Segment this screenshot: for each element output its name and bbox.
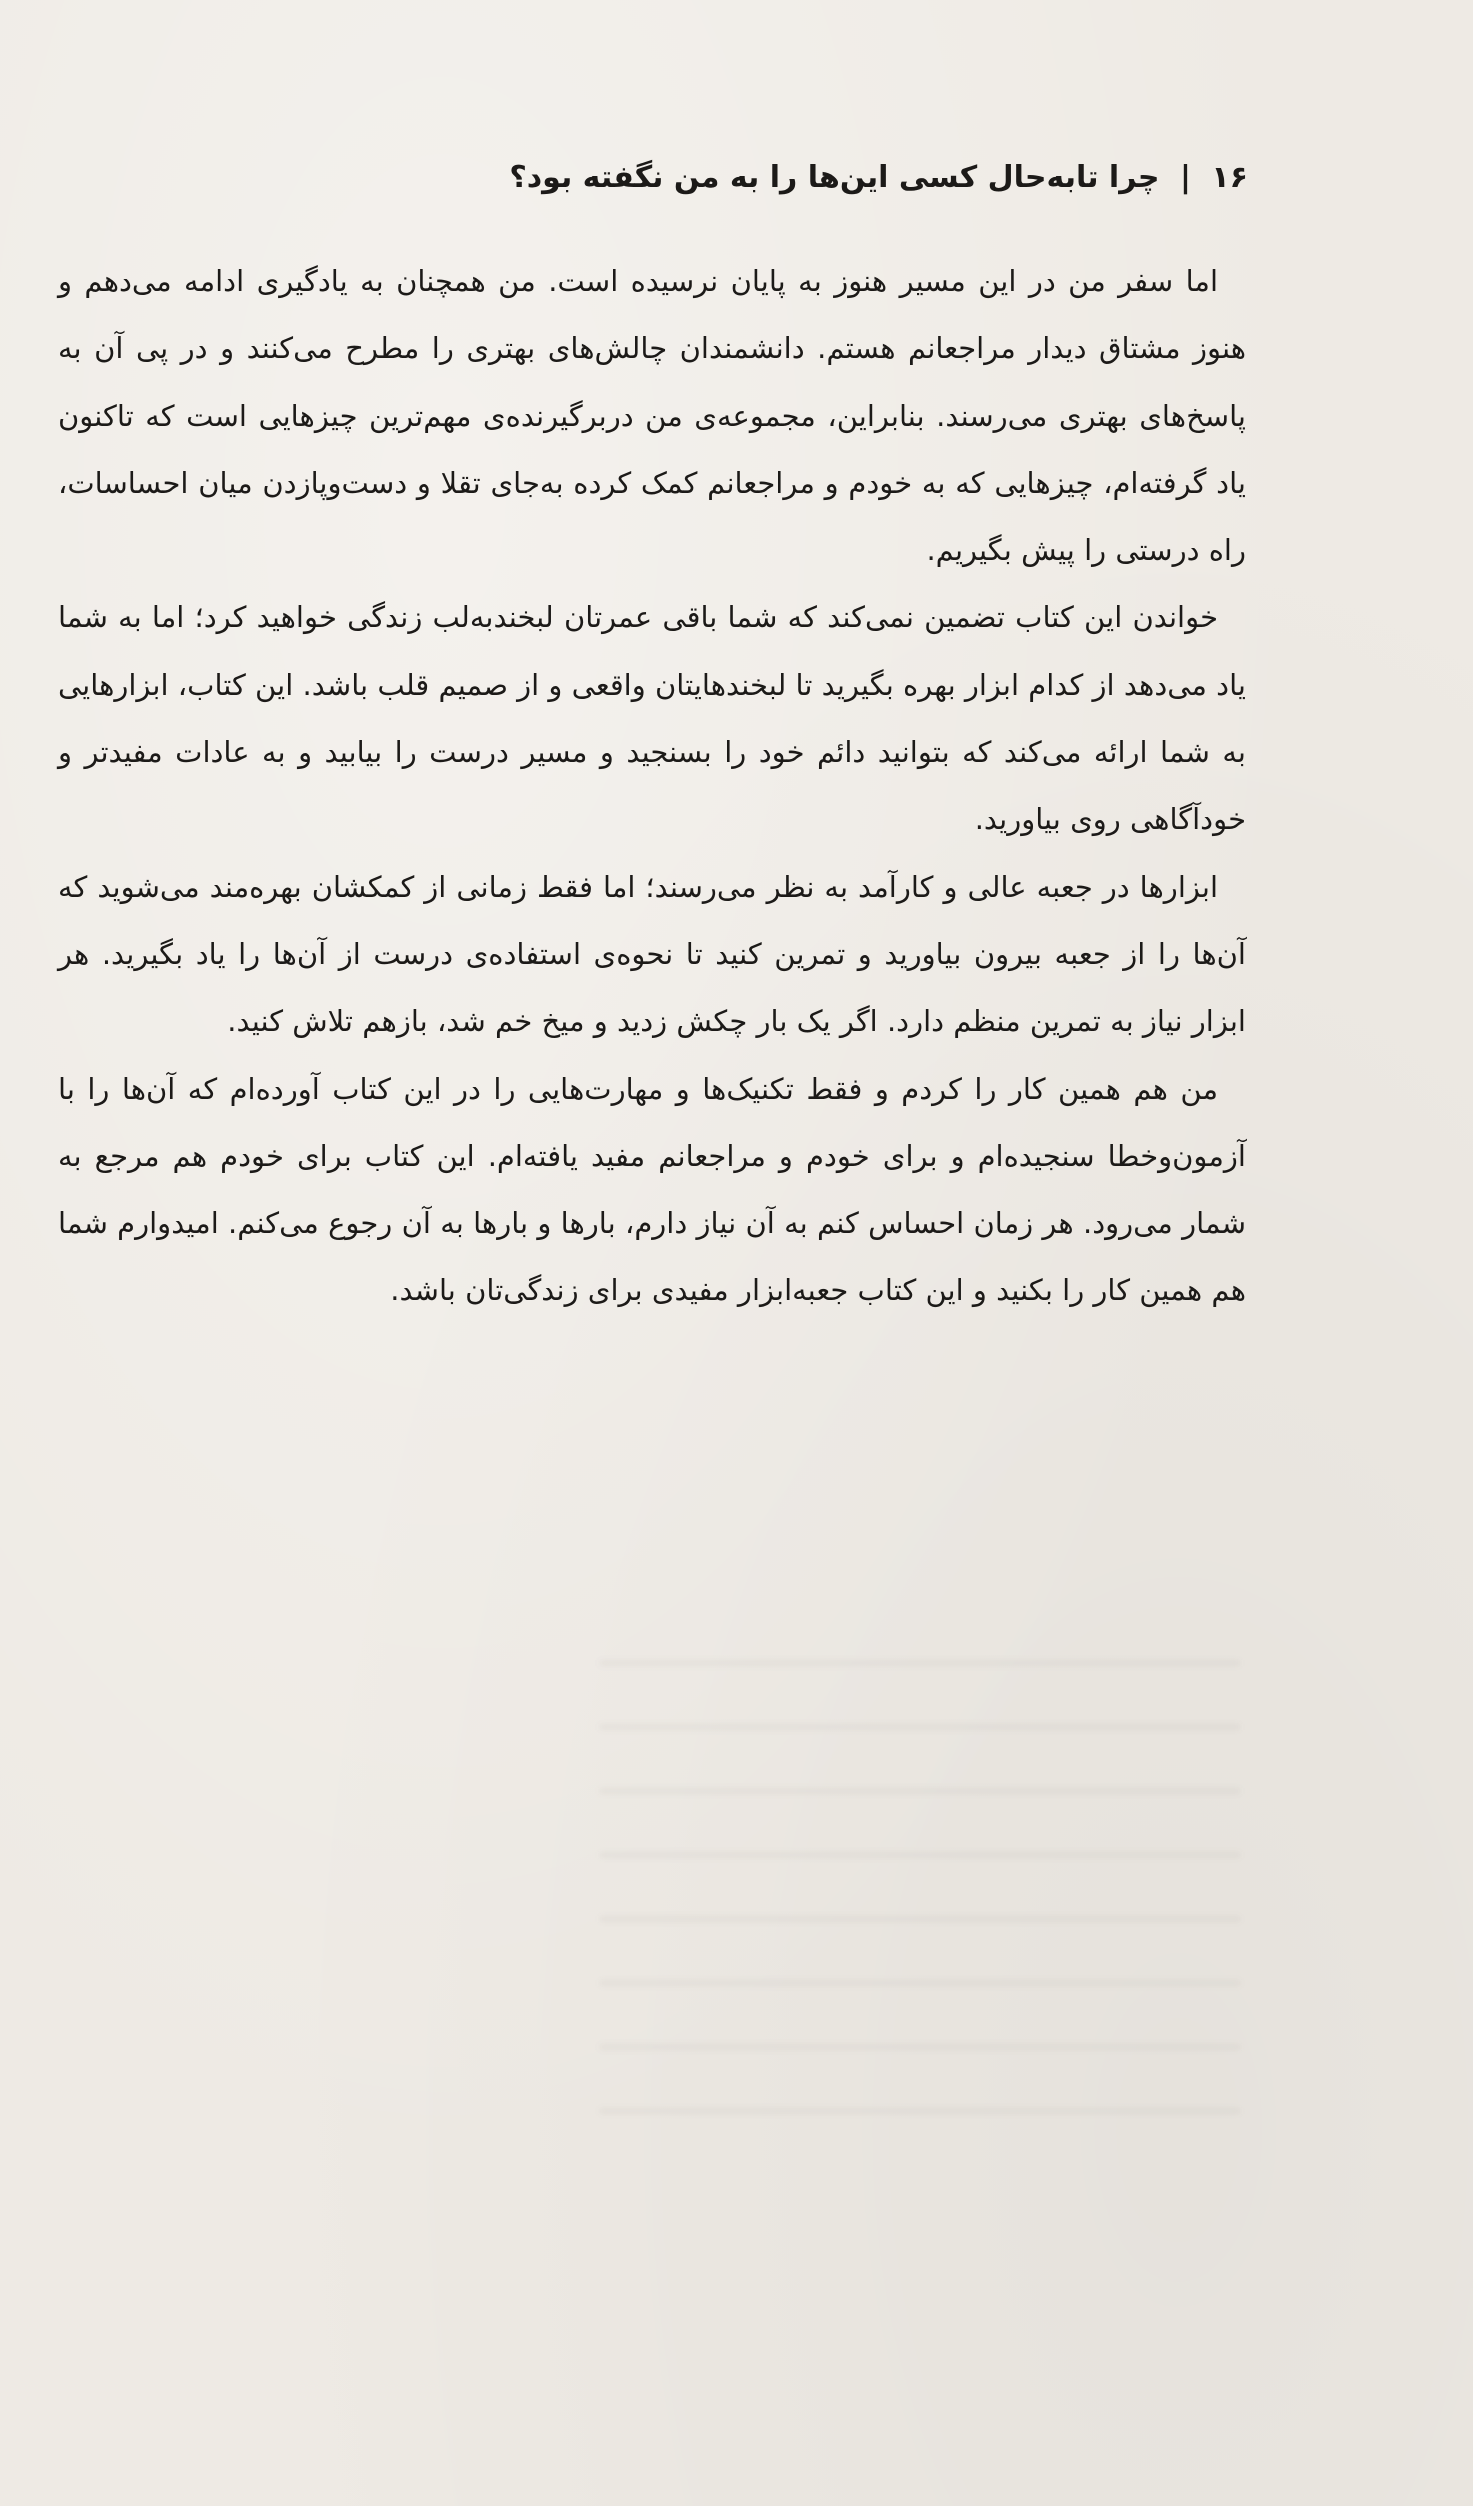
header-separator: |: [1179, 160, 1191, 195]
page-number: ۱۶: [1211, 160, 1248, 195]
paragraph-2: خواندن این کتاب تضمین نمی‌کند که شما باقی عمرتان لبخندبه‌لب زندگی خواهید کرد؛ اما به شما یاد می‌دهد از کدام ابزار بهره بگیرید تا لبخندهایتان واقعی و از صمیم قلب باشد. این کتاب، ابزارهایی به شما ارائه می‌کند که بتوانید دائم خود را بسنجید و مسیر درست را بیابید و به عادات مفیدتر و خودآگاهی روی بیاورید.: [58, 600, 1246, 837]
paragraph-3: ابزارها در جعبه عالی و کارآمد به نظر می‌رسند؛ اما فقط زمانی از کمکشان بهره‌مند می‌شوید که آن‌ها را از جعبه بیرون بیاورید و تمرین کنید تا نحوه‌ی استفاده‌ی درست از آن‌ها را یاد بگیرید. هر ابزار نیاز به تمرین منظم دارد. اگر یک بار چکش زدید و میخ خم شد، بازهم تلاش کنید.: [58, 869, 1246, 1039]
paragraph-4: من هم همین کار را کردم و فقط تکنیک‌ها و مهارت‌هایی را در این کتاب آورده‌ام که آن‌ها را با آزمون‌وخطا سنجیده‌ام و برای خودم و مراجعانم مفید یافته‌ام. این کتاب برای خودم هم مرجع به شمار می‌رود. هر زمان احساس کنم به آن نیاز دارم، بارها و بارها به آن رجوع می‌کنم. امیدوارم شما هم همین کار را بکنید و این کتاب جعبه‌ابزار مفیدی برای زندگی‌تان باشد.: [58, 1071, 1246, 1308]
body-text: [58, 248, 1246, 1325]
paragraph-1: اما سفر من در این مسیر هنوز به پایان نرسیده است. من همچنان به یادگیری ادامه می‌دهم و هنوز مشتاق دیدار مراجعانم هستم. دانشمندان چالش‌های بهتری را مطرح می‌کنند و در پی آن به پاسخ‌های بهتری می‌رسند. بنابراین، مجموعه‌ی من دربرگیرنده‌ی مهم‌ترین چیزهایی است که تاکنون یاد گرفته‌ام، چیزهایی که به خودم و مراجعانم کمک کرده به‌جای تقلا و دست‌وپازدن میان احساسات، راه درستی را پیش بگیریم.: [58, 264, 1246, 568]
show-through-text-shadow: [600, 1660, 1240, 2160]
running-header: [509, 153, 1248, 203]
running-title: چرا تابه‌حال کسی این‌ها را به من نگفته بود؟: [509, 160, 1160, 195]
